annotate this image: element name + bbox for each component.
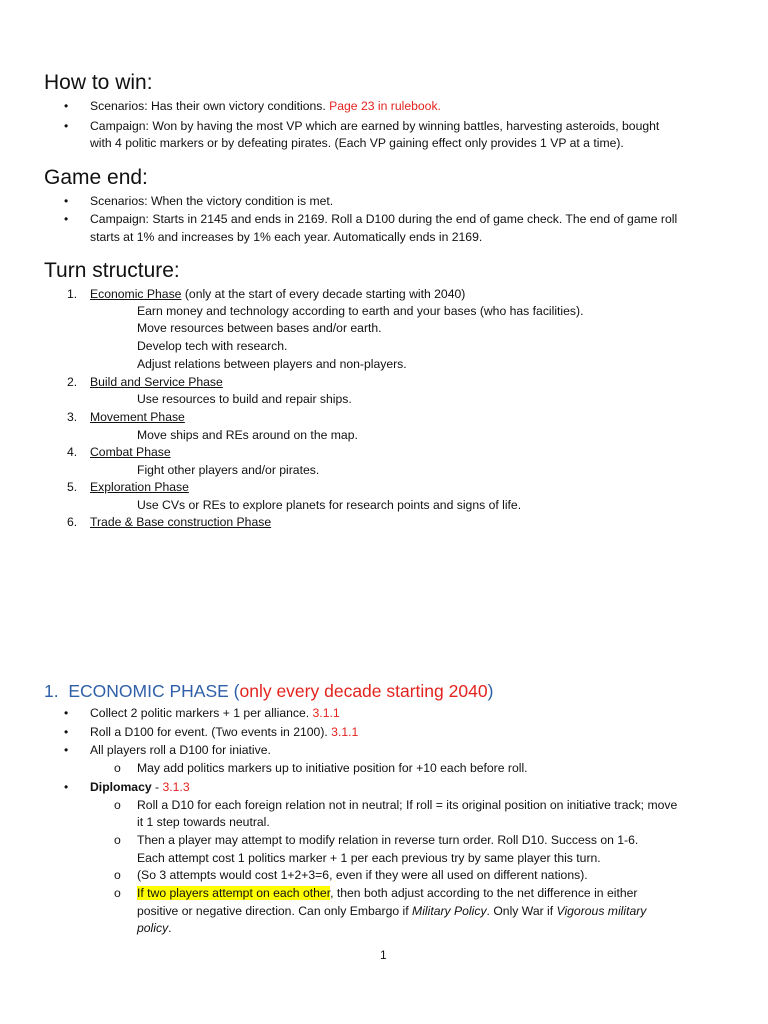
phase-economic-detail: Earn money and technology according to earth and your bases (who has facilities). [137, 304, 584, 318]
win-campaign-line1: Campaign: Won by having the most VP which are earned by winning battles, harvesting asteroids, bought [90, 119, 660, 133]
econ-diplomacy: Diplomacy - 3.1.3 [90, 780, 190, 794]
phase-economic: Economic Phase (only at the start of every decade starting with 2040) [90, 287, 466, 301]
diplomacy-rule-2-cont: Each attempt cost 1 politics marker + 1 per each previous try by same player this turn. [137, 851, 601, 865]
end-campaign-line2: starts at 1% and increases by 1% each year. Automatically ends in 2169. [90, 230, 483, 244]
phase-build-detail: Use resources to build and repair ships. [137, 392, 352, 406]
diplomacy-rule-4-cont: positive or negative direction. Can only Embargo if Military Policy. Only War if Vigorous military [137, 904, 647, 918]
bullet-icon: • [64, 725, 69, 739]
bullet-icon: • [64, 780, 69, 794]
bullet-icon: • [64, 212, 69, 226]
econ-collect-markers: Collect 2 politic markers + 1 per alliance. 3.1.1 [90, 706, 340, 720]
phase-economic-detail: Develop tech with research. [137, 339, 288, 353]
diplomacy-rule-1: Roll a D10 for each foreign relation not in neutral; If roll = its original position on initiative track; move [137, 798, 678, 812]
econ-initiative-detail: May add politics markers up to initiative position for +10 each before roll. [137, 761, 528, 775]
bullet-icon: • [64, 99, 69, 113]
list-number: 3. [67, 410, 78, 424]
list-number: 2. [67, 375, 78, 389]
heading-turn-structure: Turn structure: [44, 259, 180, 282]
phase-trade-base: Trade & Base construction Phase [90, 515, 272, 529]
heading-game-end: Game end: [44, 166, 148, 189]
win-campaign-line2: with 4 politic markers or by defeating pirates. (Each VP gaining effect only provides 1 VP at a time). [90, 136, 624, 150]
phase-exploration-detail: Use CVs or REs to explore planets for research points and signs of life. [137, 498, 522, 512]
win-scenarios: Scenarios: Has their own victory conditions. Page 23 in rulebook. [90, 99, 441, 113]
phase-build-service: Build and Service Phase [90, 375, 223, 389]
phase-economic-detail: Adjust relations between players and non-players. [137, 357, 407, 371]
list-number: 6. [67, 515, 78, 529]
end-campaign-line1: Campaign: Starts in 2145 and ends in 2169. Roll a D100 during the end of game check. The end of game roll [90, 212, 678, 226]
list-number: 4. [67, 445, 78, 459]
bullet-icon: • [64, 194, 69, 208]
rulebook-reference: Page 23 in rulebook. [329, 99, 441, 113]
bullet-icon: • [64, 119, 69, 133]
circle-bullet-icon: o [114, 886, 121, 900]
phase-exploration: Exploration Phase [90, 480, 189, 494]
diplomacy-rule-3: (So 3 attempts would cost 1+2+3=6, even if they were all used on different nations). [137, 868, 588, 882]
econ-initiative: All players roll a D100 for iniative. [90, 743, 271, 757]
phase-economic-detail: Move resources between bases and/or earth. [137, 321, 382, 335]
circle-bullet-icon: o [114, 761, 121, 775]
phase-combat-detail: Fight other players and/or pirates. [137, 463, 320, 477]
bullet-icon: • [64, 743, 69, 757]
phase-movement-detail: Move ships and REs around on the map. [137, 428, 358, 442]
phase-combat: Combat Phase [90, 445, 171, 459]
heading-how-to-win: How to win: [44, 71, 153, 94]
econ-roll-event: Roll a D100 for event. (Two events in 2100). 3.1.1 [90, 725, 359, 739]
list-number: 1. [67, 287, 78, 301]
circle-bullet-icon: o [114, 798, 121, 812]
diplomacy-rule-4-end: policy. [137, 921, 172, 935]
phase-movement: Movement Phase [90, 410, 185, 424]
section-heading-economic-phase: 1. ECONOMIC PHASE (only every decade starting 2040) [44, 681, 494, 701]
circle-bullet-icon: o [114, 868, 121, 882]
list-number: 5. [67, 480, 78, 494]
end-scenarios: Scenarios: When the victory condition is met. [90, 194, 334, 208]
circle-bullet-icon: o [114, 833, 121, 847]
diplomacy-rule-2: Then a player may attempt to modify relation in reverse turn order. Roll D10. Success on 1-6. [137, 833, 639, 847]
diplomacy-rule-4: If two players attempt on each other, then both adjust according to the net difference in either [137, 886, 638, 900]
bullet-icon: • [64, 706, 69, 720]
diplomacy-rule-1-cont: it 1 step towards neutral. [137, 815, 270, 829]
highlighted-text: If two players attempt on each other [137, 886, 331, 900]
page-number: 1 [380, 948, 387, 962]
